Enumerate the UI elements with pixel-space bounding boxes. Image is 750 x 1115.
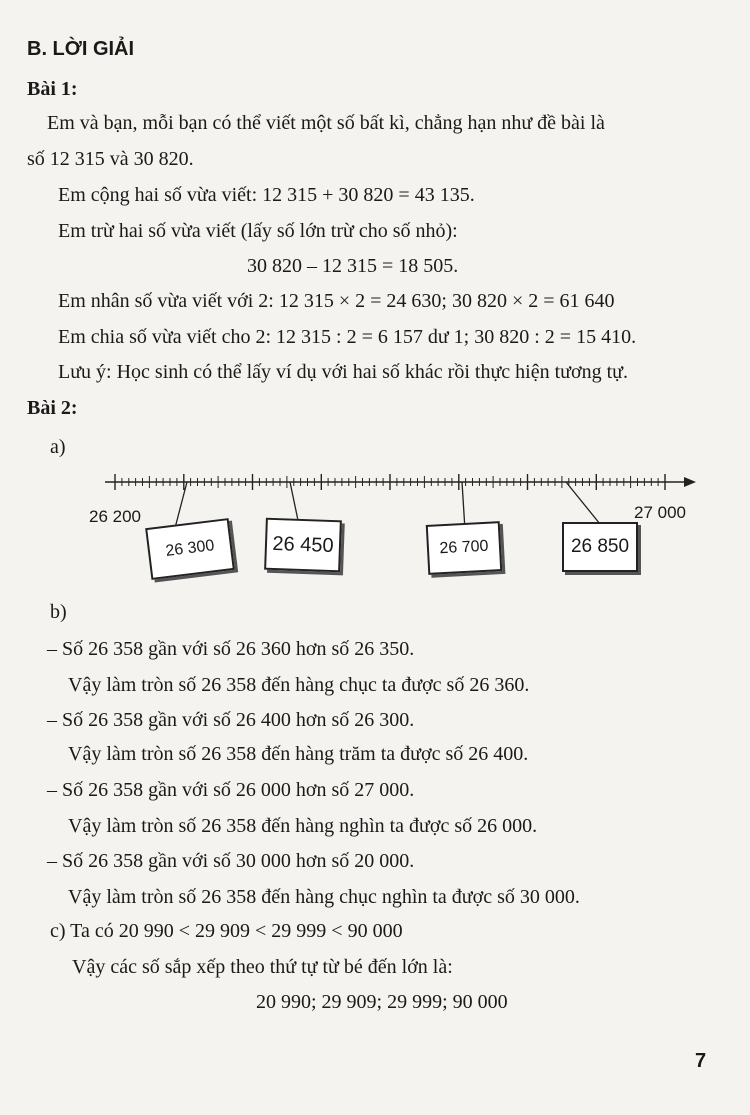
card-26850 xyxy=(562,522,638,572)
bai1-line7: Em chia số vừa viết cho 2: 12 315 : 2 = 6 157 dư 1; 30 820 : 2 = 15 410. xyxy=(58,326,637,348)
connector-1 xyxy=(175,482,187,528)
b-line-7: – Số 26 358 gần với số 30 000 hơn số 20 000. xyxy=(47,850,415,872)
number-line-end-label: 27 000 xyxy=(634,503,686,522)
bai1-line2: số 12 315 và 30 820. xyxy=(27,148,194,170)
bai1-heading: Bài 1: xyxy=(27,78,78,100)
c-line-3: 20 990; 29 909; 29 999; 90 000 xyxy=(256,991,508,1013)
b-line-1: – Số 26 358 gần với số 26 360 hơn số 26 350. xyxy=(47,638,415,660)
card-26300-label: 26 300 xyxy=(164,537,216,560)
bai2-heading: Bài 2: xyxy=(27,397,78,419)
c-line-1: c) Ta có 20 990 < 29 909 < 29 999 < 90 000 xyxy=(50,920,403,942)
b-line-8: Vậy làm tròn số 26 358 đến hàng chục nghìn ta được số 30 000. xyxy=(68,886,580,908)
connector-4 xyxy=(566,482,600,524)
card-26300 xyxy=(145,518,235,580)
bai1-line6: Em nhân số vừa viết với 2: 12 315 × 2 = 24 630; 30 820 × 2 = 61 640 xyxy=(58,290,615,312)
bai1-line1: Em và bạn, mỗi bạn có thể viết một số bất kì, chẳng hạn như đề bài là xyxy=(47,112,605,134)
number-line-arrow xyxy=(684,477,696,487)
card-26700 xyxy=(426,521,503,575)
part-a-label: a) xyxy=(50,436,66,458)
part-b-label: b) xyxy=(50,601,67,623)
card-26700-label: 26 700 xyxy=(439,537,489,558)
bai1-line5: 30 820 – 12 315 = 18 505. xyxy=(247,255,459,277)
number-line-start-label: 26 200 xyxy=(89,507,141,526)
b-line-2: Vậy làm tròn số 26 358 đến hàng chục ta được số 26 360. xyxy=(68,674,530,696)
b-line-3: – Số 26 358 gần với số 26 400 hơn số 26 300. xyxy=(47,709,415,731)
b-line-4: Vậy làm tròn số 26 358 đến hàng trăm ta được số 26 400. xyxy=(68,743,529,765)
page-number: 7 xyxy=(695,1050,707,1072)
section-title: B. LỜI GIẢI xyxy=(27,38,135,60)
bai1-line4: Em trừ hai số vừa viết (lấy số lớn trừ cho số nhỏ): xyxy=(58,220,458,242)
card-26450-label: 26 450 xyxy=(272,532,334,557)
c-line-2: Vậy các số sắp xếp theo thứ tự từ bé đến lớn là: xyxy=(72,956,453,978)
card-26850-label: 26 850 xyxy=(570,536,630,557)
bai1-line3: Em cộng hai số vừa viết: 12 315 + 30 820 = 43 135. xyxy=(58,184,475,206)
b-line-5: – Số 26 358 gần với số 26 000 hơn số 27 000. xyxy=(47,779,415,801)
card-26450 xyxy=(264,518,342,573)
bai1-line8: Lưu ý: Học sinh có thể lấy ví dụ với hai số khác rồi thực hiện tương tự. xyxy=(58,361,628,383)
b-line-6: Vậy làm tròn số 26 358 đến hàng nghìn ta được số 26 000. xyxy=(68,815,538,837)
